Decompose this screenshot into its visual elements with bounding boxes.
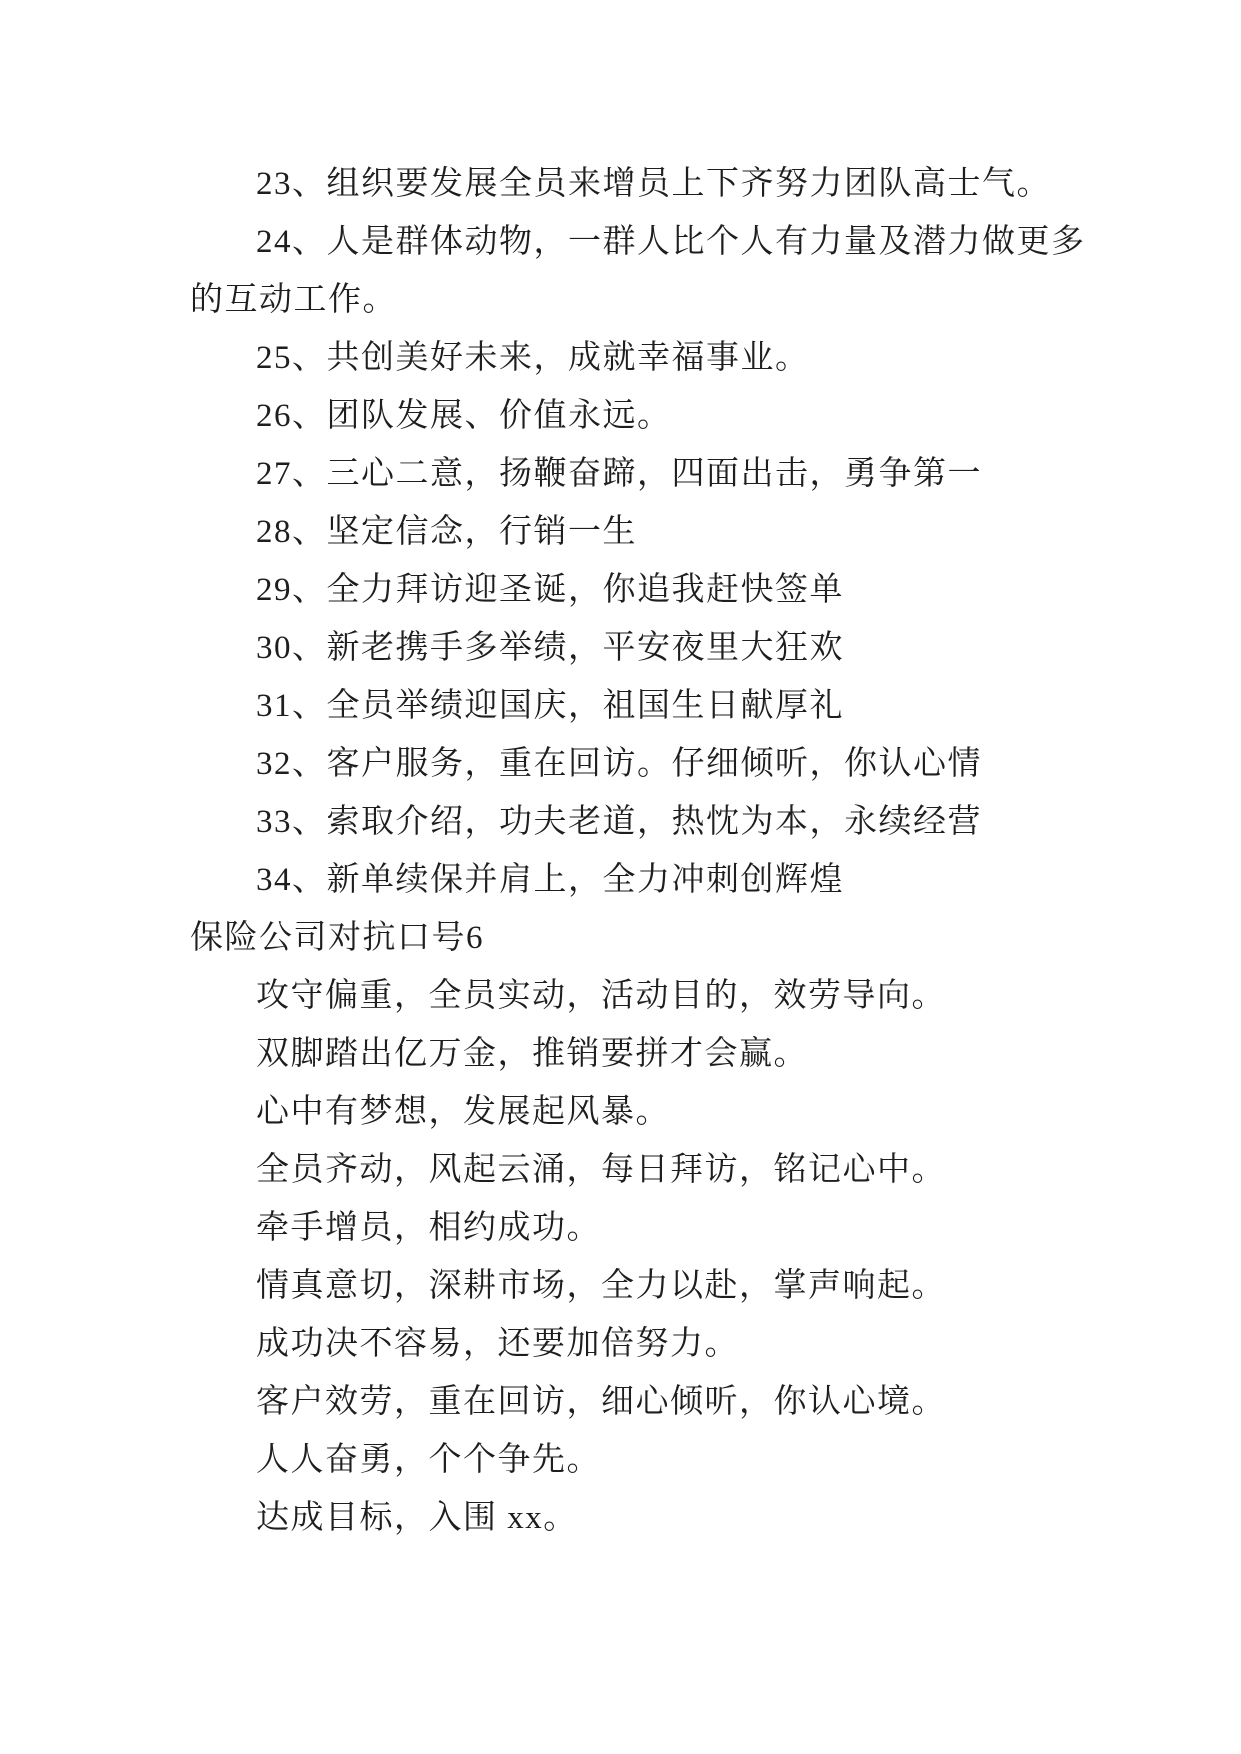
text-line: 全员齐动，风起云涌，每日拜访，铭记心中。 [256,1152,946,1188]
text-line: 26、团队发展、价值永远。 [256,398,672,434]
text-line: 的互动工作。 [190,282,397,318]
text-line: 客户效劳，重在回访，细心倾听，你认心境。 [256,1384,946,1420]
text-line: 23、组织要发展全员来增员上下齐努力团队高士气。 [256,166,1051,202]
text-line: 攻守偏重，全员实动，活动目的，效劳导向。 [256,978,946,1014]
text-line: 牵手增员，相约成功。 [256,1210,601,1246]
text-line: 人人奋勇，个个争先。 [256,1442,601,1478]
text-line: 31、全员举绩迎国庆，祖国生日献厚礼 [256,688,844,724]
section-heading: 保险公司对抗口号6 [190,920,484,956]
text-line: 25、共创美好未来，成就幸福事业。 [256,340,810,376]
text-line: 心中有梦想，发展起风暴。 [256,1094,670,1130]
text-line: 34、新单续保并肩上，全力冲刺创辉煌 [256,862,844,898]
text-line: 24、人是群体动物，一群人比个人有力量及潜力做更多 [256,224,1086,260]
text-line: 达成目标，入围 xx。 [256,1500,578,1536]
text-line: 成功决不容易，还要加倍努力。 [256,1326,739,1362]
text-line: 双脚踏出亿万金，推销要拼才会赢。 [256,1036,808,1072]
text-line: 30、新老携手多举绩，平安夜里大狂欢 [256,630,844,666]
text-line: 情真意切，深耕市场，全力以赴，掌声响起。 [256,1268,946,1304]
text-line: 28、坚定信念，行销一生 [256,514,637,550]
text-line: 29、全力拜访迎圣诞，你追我赶快签单 [256,572,844,608]
document-body [190,155,1161,1547]
text-line: 33、索取介绍，功夫老道，热忱为本，永续经营 [256,804,982,840]
text-line: 32、客户服务，重在回访。仔细倾听，你认心情 [256,746,982,782]
text-line: 27、三心二意，扬鞭奋蹄，四面出击，勇争第一 [256,456,982,492]
